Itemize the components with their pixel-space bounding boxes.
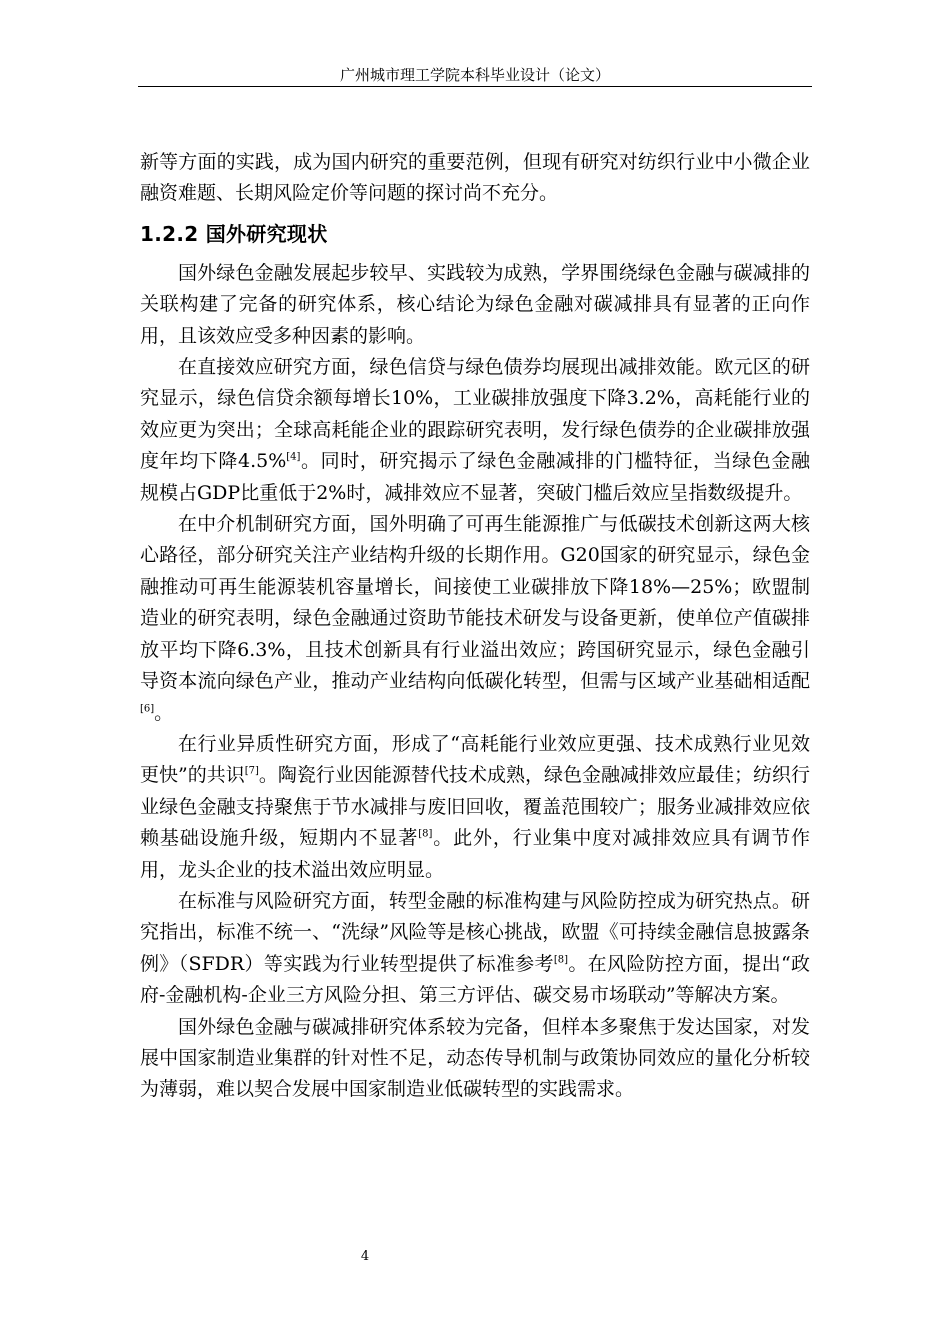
page-number: 4 xyxy=(360,1249,370,1264)
header-divider xyxy=(138,86,812,87)
paragraph-heterogeneity xyxy=(140,729,810,886)
citation-ref: [4] xyxy=(286,451,301,463)
paragraph-text: 在标准与风险研究方面，转型金融的标准构建与风险防控成为研究热点。研究指出，标准不统一、“洗绿”风险等是核心挑战，欧盟《可持续金融信息披露条例》（SFDR）等实践为行业转型提供了标准参考 xyxy=(140,889,810,975)
paragraph-text: 。 xyxy=(154,701,174,724)
paragraph-standards-risk xyxy=(140,886,810,1012)
citation-ref: [7] xyxy=(244,765,259,777)
paragraph-text: 在行业异质性研究方面，形成了“高耗能行业效应更强、技术成熟行业见效更快”的共识 xyxy=(140,732,810,787)
paragraph-text: 在直接效应研究方面，绿色信贷与绿色债券均展现出减排效能。欧元区的研究显示，绿色信贷余额每增长10%，工业碳排放强度下降3.2%，高耗能行业的效应更为突出；全球高耗能企业的跟踪研究表明，发行绿色债券的企业碳排放强度年均下降4.5% xyxy=(140,356,810,473)
intro-paragraph: 新等方面的实践，成为国内研究的重要范例，但现有研究对纺织行业中小微企业融资难题、长期风险定价等问题的探讨尚不充分。 xyxy=(140,151,810,205)
paragraph-summary: 国外绿色金融与碳减排研究体系较为完备，但样本多聚焦于发达国家，对发展中国家制造业集群的针对性不足，动态传导机制与政策协同效应的量化分析较为薄弱，难以契合发展中国家制造业低碳转型的实践需求。 xyxy=(140,1015,810,1101)
citation-ref: [6] xyxy=(140,703,155,715)
paragraph-text: 。在风险防控方面，提出“政府-金融机构-企业三方风险分担、第三方评估、碳交易市场联动”等解决方案。 xyxy=(140,952,810,1007)
paragraph-overview: 国外绿色金融发展起步较早、实践较为成熟，学界围绕绿色金融与碳减排的关联构建了完备的研究体系，核心结论为绿色金融对碳减排具有显著的正向作用，且该效应受多种因素的影响。 xyxy=(140,261,810,347)
citation-ref: [8] xyxy=(418,828,433,840)
citation-ref: [8] xyxy=(553,954,568,966)
paragraph-text: 在中介机制研究方面，国外明确了可再生能源推广与低碳技术创新这两大核心路径，部分研究关注产业结构升级的长期作用。G20国家的研究显示，绿色金融推动可再生能源装机容量增长，间接使工业碳排放下降18%—25%；欧盟制造业的研究表明，绿色金融通过资助节能技术研发与设备更新，使单位产值碳排放平均下降6.3%，且技术创新具有行业溢出效应；跨国研究显示，绿色金融引导资本流向绿色产业，推动产业结构向低碳化转型，但需与区域产业基础相适配 xyxy=(140,513,810,693)
paragraph-direct-effect xyxy=(140,352,810,509)
document-body xyxy=(140,147,810,1106)
paragraph-text: 。陶瓷行业因能源替代技术成熟，绿色金融减排效应最佳；纺织行业绿色金融支持聚焦于节水减排与废旧回收，覆盖范围较广；服务业减排效应依赖基础设施升级，短期内不显著 xyxy=(140,764,810,850)
paragraph-mediation xyxy=(140,509,810,729)
paragraph-text: 。此外，行业集中度对减排效应具有调节作用，龙头企业的技术溢出效应明显。 xyxy=(140,827,810,881)
paragraph-text: 。同时，研究揭示了绿色金融减排的门槛特征，当绿色金融规模占GDP比重低于2%时，减排效应不显著，突破门槛后效应呈指数级提升。 xyxy=(140,450,810,504)
section-heading: 1.2.2 国外研究现状 xyxy=(140,221,328,246)
running-header: 广州城市理工学院本科毕业设计（论文） xyxy=(339,66,610,84)
